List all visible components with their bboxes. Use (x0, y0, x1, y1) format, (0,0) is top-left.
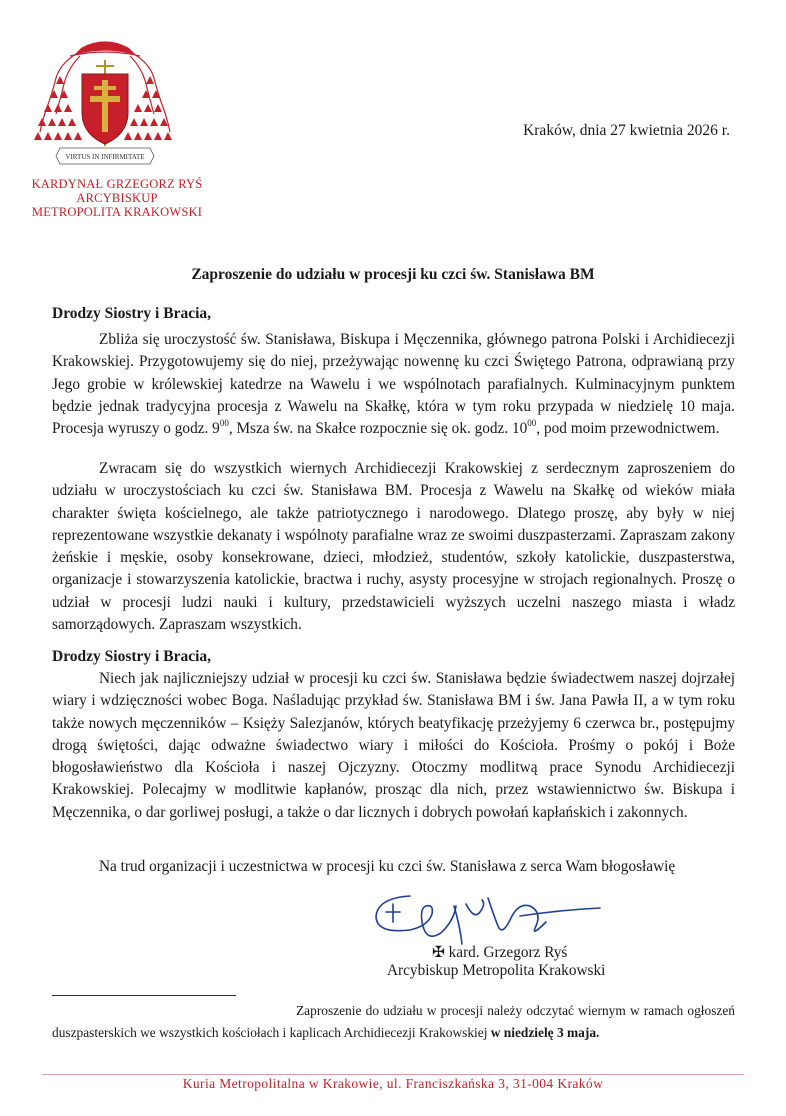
signature-name: ✠ kard. Grzegorz Ryś (432, 944, 568, 961)
motto-text: VIRTUS IN INFIRMITATE (65, 153, 145, 161)
issuer-name: KARDYNAŁ GRZEGORZ RYŚ (31, 177, 203, 191)
signature-title: Arcybiskup Metropolita Krakowski (387, 962, 606, 979)
salutation-first: Drodzy Siostry i Bracia, (52, 305, 212, 322)
footer-divider (42, 1074, 744, 1075)
footnote-divider (52, 995, 236, 996)
document-title: Zaproszenie do udziału w procesji ku czci św. Stanisława BM (191, 266, 595, 283)
blessing-line: Na trud organizacji i uczestnictwa w procesji ku czci św. Stanisława z serca Wam błogosławię (99, 858, 676, 875)
date-line: Kraków, dnia 27 kwietnia 2026 r. (523, 122, 730, 139)
salutation-second: Drodzy Siostry i Bracia, (52, 648, 212, 665)
paragraph-1-text-c: , pod moim przewodnictwem. (536, 420, 720, 438)
paragraph-1-text-a: Zbliża się uroczystość św. Stanisława, Biskupa i Męczennika, głównego patrona Polski i Archidiecezji Krakowskiej. Przygotowujemy się do niej, przeżywając nowennę ku czci Świętego Patrona, odprawianą przy Jego grobie w królewskiej katedrze na Wawelu i we wspólnotach parafialnych. Kulminacyjnym punktem będzie jednak tradycyjna procesja z Wawelu na Skałkę, która w tym roku przypada w niedzielę 10 maja. Procesja wyruszy o godz. 9 (52, 331, 735, 438)
paragraph-1 (52, 329, 735, 440)
paragraph-1-sup-a: 00 (219, 418, 229, 429)
paragraph-1-text-b: , Msza św. na Skałce rozpocznie się ok. godz. 10 (228, 420, 528, 438)
issuer-office: METROPOLITA KRAKOWSKI (31, 205, 203, 219)
footnote-text: Zaproszenie do udziału w procesji należy odczytać wiernym w ramach ogłoszeń duszpasterskich we wszystkich kościołach i kaplicach Archidiecezji Krakowskiej (52, 1003, 735, 1040)
issuer-title: ARCYBISKUP (76, 191, 158, 205)
paragraph-3: Niech jak najliczniejszy udział w procesji ku czci św. Stanisława będzie świadectwem naszej dojrzałej wiary i wdzięczności wobec Boga. Naśladując przykład św. Stanisława BM i św. Jana Pawła II, a w tym roku także nowych męczenników – Księży Salezjanów, których beatyfikację przeżyjemy 6 czerwca br., postępujmy drogą świętości, dając odważne świadectwo wiary i miłości do Kościoła. Prośmy o pokój i Boże błogosławieństwo dla Kościoła i naszej Ojczyzny. Otoczmy modlitwą prace Synodu Archidiecezji Krakowskiej. Polecajmy w modlitwie kapłanów, prosząc dla nich, przez wstawiennictwo św. Biskupa i Męczennika, o dar gorliwej posługi, a także o dar licznych i dobrych powołań kapłańskich i zakonnych. (52, 670, 735, 821)
footnote-date: w niedzielę 3 maja. (490, 1025, 600, 1040)
footnote (52, 1000, 735, 1044)
paragraph-1-sup-b: 00 (527, 418, 537, 429)
coat-of-arms-icon (30, 34, 180, 169)
paragraph-2: Zwracam się do wszystkich wiernych Archidiecezji Krakowskiej z serdecznym zaproszeniem do udziału w uroczystościach ku czci św. Stanisława BM. Procesja z Wawelu na Skałkę od wieków miała charakter święta kościelnego, ale także patriotycznego i narodowego. Dlatego proszę, aby były w niej reprezentowane wszystkie dekanaty i wspólnoty parafialne wraz ze swoimi duszpasterzami. Zapraszam zakony żeńskie i męskie, osoby konsekrowane, dzieci, młodzież, studentów, szkoły katolickie, duszpasterstwa, organizacje i stowarzyszenia katolickie, bractwa i ruchy, asysty procesyjne w strojach regionalnych. Proszę o udział w procesji ludzi nauki i kultury, przedstawicieli wyższych uczelni naszego miasta i władz samorządowych. Zapraszam wszystkich. (52, 460, 735, 634)
footer-address: Kuria Metropolitalna w Krakowie, ul. Franciszkańska 3, 31-004 Kraków (182, 1076, 604, 1091)
